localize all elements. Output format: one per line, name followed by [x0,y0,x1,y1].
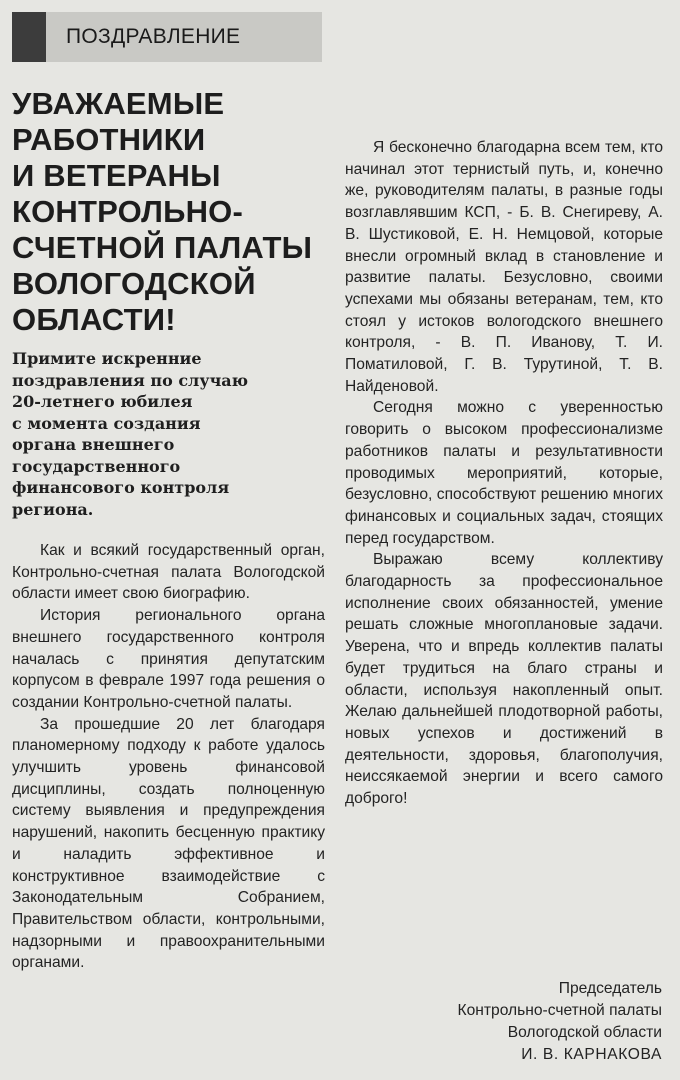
signature-organization: Контрольно-счетной палаты [457,1002,662,1019]
lead-line: 20-летнего юбилея [12,392,193,411]
paragraph: Выражаю всему коллективу благодарность за профессиональное исполнение своих обязанностей, умение решать сложные многоплановые задачи. Уверена, что и впредь коллектив палаты будет трудиться на благо страны и области, используя накопленный опыт. Желаю дальнейшей плодотворной работы, новых успехов и достижений в деятельности, здоровья, благополучия, неиссякаемой энергии и всего самого доброго! [345,551,663,808]
article-lead [12,348,330,520]
headline-line: И ВЕТЕРАНЫ [12,158,221,193]
lead-line: поздравления по случаю [12,370,249,390]
paragraph: История регионального органа внешнего государственного контроля началась с принятия депутатским корпусом в феврале 1997 года решения о создании Контрольно-счетной палаты. [12,607,325,711]
paragraph: Как и всякий государственный орган, Контрольно-счетная палата Вологодской области имеет свою биографию. [12,542,325,603]
article-column-right [345,137,663,810]
lead-line: государственного [12,456,181,476]
headline-line: СЧЕТНОЙ ПАЛАТЫ [12,230,313,265]
lead-line: региона. [12,499,94,519]
headline-line: РАБОТНИКИ [12,122,206,157]
paragraph: Сегодня можно с уверенностью говорить о высоком профессионализме работников палаты и результативности проводимых мероприятий, которые, безусловно, способствуют решению многих финансовых и социальных задач, стоящих перед государством. [345,399,663,547]
paragraph: За прошедшие 20 лет благодаря планомерному подходу к работе удалось улучшить уровень финансовой дисциплины, создать полноценную систему выявления и предупреждения нарушений, накопить бесценную практику и наладить эффективное и конструктивное взаимодействие с Законодательным Собранием, Правительством области, контрольными, надзорными и правоохранительными органами. [12,715,325,972]
lead-line: Примите искренние [12,349,202,368]
headline-line: УВАЖАЕМЫЕ [12,86,225,121]
signature-region: Вологодской области [507,1024,662,1041]
headline-line: КОНТРОЛЬНО- [12,194,244,229]
headline-line: ОБЛАСТИ! [12,302,176,337]
article-signature [342,978,662,1066]
lead-line: органа внешнего [12,435,175,454]
article-headline [12,86,328,338]
section-rubric [12,12,322,62]
article-column-left [12,540,325,974]
rubric-label: ПОЗДРАВЛЕНИЕ [66,25,241,48]
rubric-marker-bar [12,12,46,62]
headline-line: ВОЛОГОДСКОЙ [12,266,256,301]
paragraph: Я бесконечно благодарна всем тем, кто начинал этот тернистый путь, и, конечно же, руководителям палаты, в разные годы возглавлявшим КСП, - Б. В. Снегиреву, А. В. Шустиковой, Е. Н. Немцовой, которые внесли огромный вклад в становление и развитие палаты. Безусловно, своими успехами мы обязаны ветеранам, тем, кто стоял у истоков вологодского внешнего контроля, - В. П. Иванову, Т. И. Поматиловой, Г. В. Турутиной, Т. В. Найденовой. [345,139,663,395]
signature-title: Председатель [558,980,662,997]
lead-line: с момента создания [12,413,201,433]
lead-line: финансового контроля [12,478,230,497]
signature-name: И. В. КАРНАКОВА [521,1046,662,1063]
